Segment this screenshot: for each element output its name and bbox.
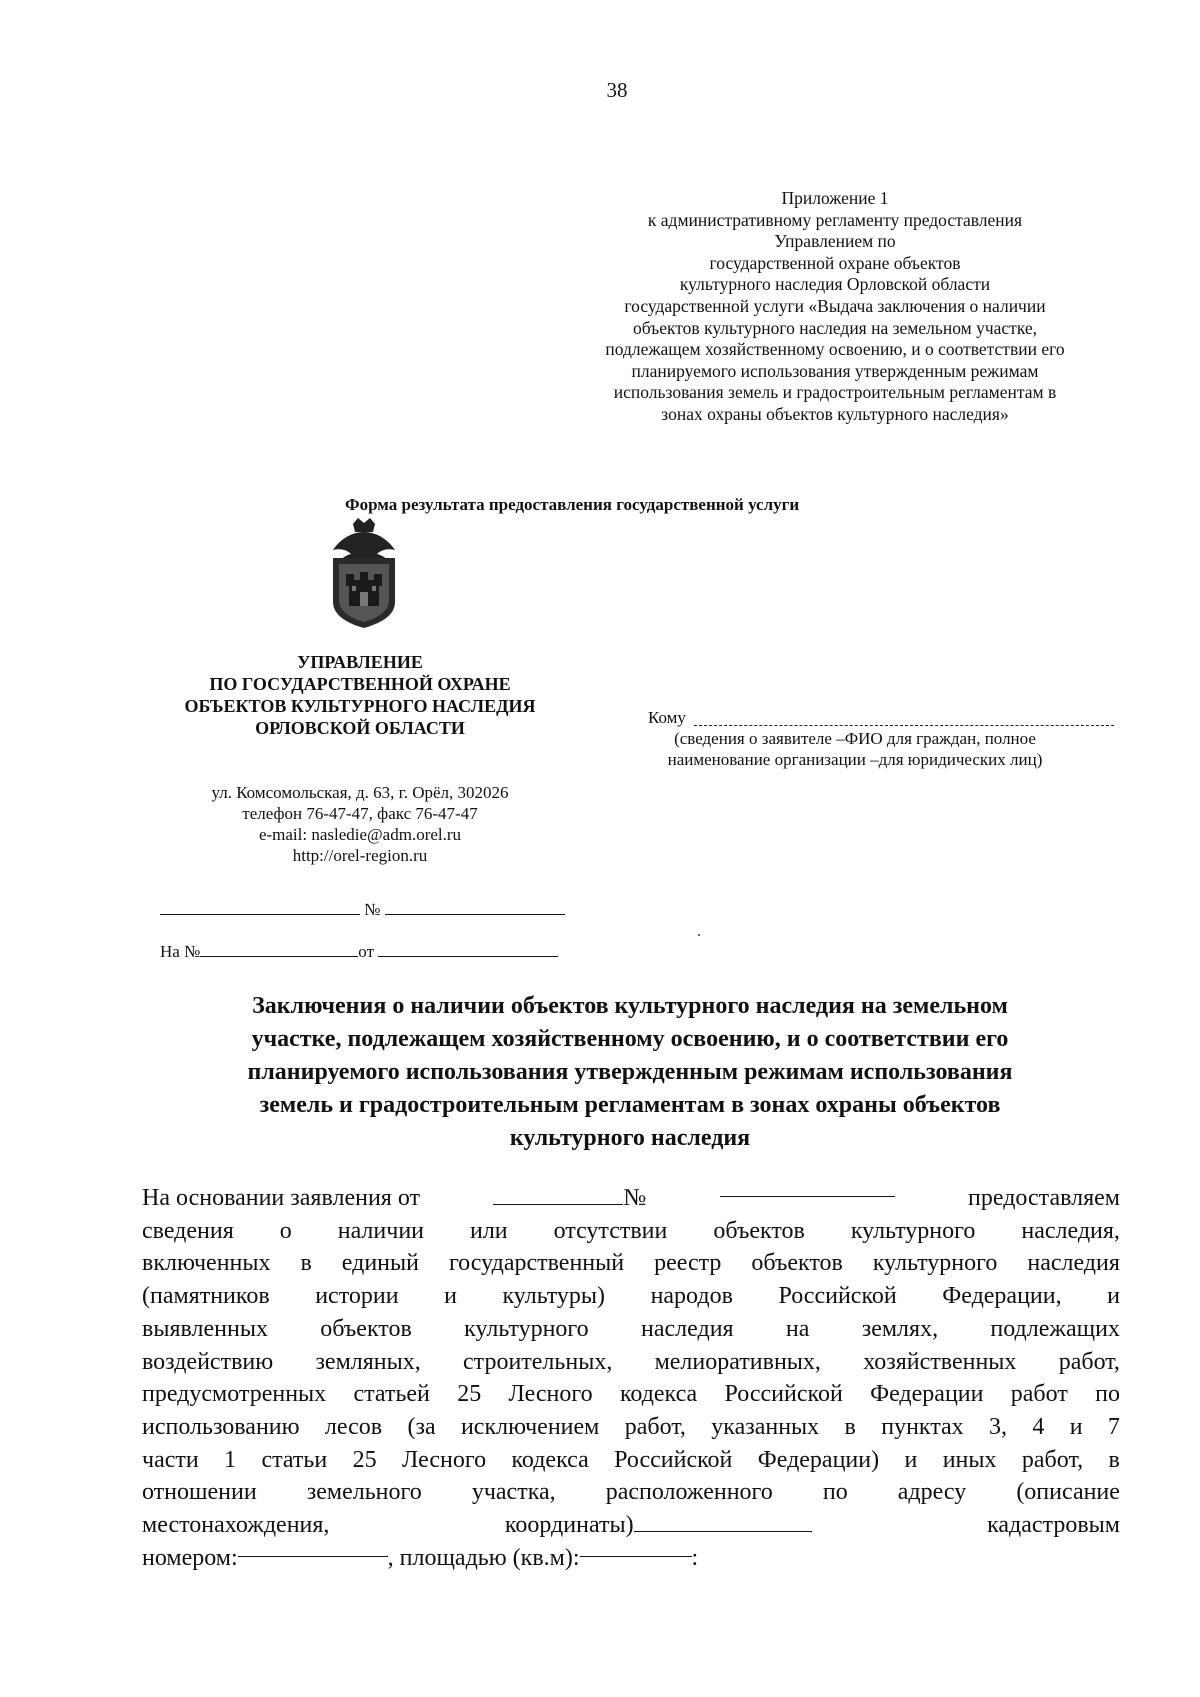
body-word: и — [444, 1283, 457, 1310]
from-label: от — [358, 942, 375, 961]
title-line: земель и градостроительным регламентам в зонах охраны объектов — [259, 1092, 1001, 1118]
form-title: Форма результата предоставления государственной услуги — [345, 495, 800, 514]
body-word: 25 — [352, 1446, 377, 1473]
body-number-label: № — [623, 1185, 647, 1211]
body-word: в — [300, 1250, 312, 1277]
body-word: расположенного — [605, 1479, 773, 1506]
body-line — [142, 1378, 1120, 1411]
appendix-header — [555, 188, 1115, 426]
body-word: кодекса — [511, 1446, 589, 1473]
body-word: исключением — [460, 1413, 600, 1440]
body-line — [142, 1247, 1120, 1280]
agency-line: УПРАВЛЕНИЕ — [297, 652, 423, 672]
body-word: и — [1069, 1413, 1083, 1440]
appendix-line: Управлением по — [774, 231, 896, 252]
agency-contacts — [150, 782, 570, 866]
body-fragment: местонахождения, — [142, 1512, 330, 1539]
agency-line: ПО ГОСУДАРСТВЕННОЙ ОХРАНЕ — [209, 674, 511, 694]
body-word: объектов — [320, 1315, 412, 1342]
body-word: единый — [341, 1250, 419, 1277]
body-word: земельного — [306, 1479, 422, 1506]
body-line — [142, 1346, 1120, 1379]
body-word: 3, — [989, 1413, 1008, 1440]
body-word: 4 — [1032, 1413, 1045, 1440]
body-fragment: : — [691, 1544, 699, 1571]
body-word: отношении — [142, 1479, 257, 1506]
body-word: Российской — [614, 1446, 733, 1473]
title-line: культурного наследия — [509, 1125, 751, 1151]
na-number-label: На № — [160, 942, 201, 961]
date-field[interactable] — [160, 900, 360, 915]
body-word: культурного — [464, 1315, 589, 1342]
body-word: наследия, — [1021, 1217, 1120, 1244]
outgoing-number-line — [160, 900, 565, 920]
recipient-note-line: (сведения о заявителе –ФИО для граждан, полное — [674, 729, 1036, 748]
body-word: на — [785, 1315, 810, 1342]
body-word: объектов — [751, 1250, 843, 1277]
recipient-line — [648, 708, 1114, 728]
appendix-line: к административному регламенту предоставления — [647, 209, 1023, 230]
body-word: выявленных — [142, 1315, 268, 1342]
body-word: сведения — [142, 1217, 234, 1244]
body-word: 1 — [224, 1446, 237, 1473]
agency-name — [150, 651, 570, 739]
body-word: Лесного — [508, 1381, 593, 1408]
body-word: по — [822, 1479, 848, 1506]
appendix-line: подлежащем хозяйственному освоению, и о соответствии его — [605, 339, 1065, 360]
body-word: (памятников — [142, 1283, 270, 1310]
recipient-label: Кому — [648, 708, 686, 727]
reference-number-field[interactable] — [200, 942, 358, 957]
body-word: культурного — [850, 1217, 976, 1244]
body-word: части — [142, 1446, 199, 1473]
body-word: хозяйственных — [863, 1348, 1017, 1375]
body-word: лесов — [324, 1413, 383, 1440]
body-word: народов — [650, 1283, 733, 1310]
body-fragment: номером: — [142, 1544, 238, 1571]
body-word: наследия — [1027, 1250, 1120, 1277]
body-word: (за — [407, 1413, 436, 1440]
body-word: Федерации — [870, 1381, 984, 1408]
body-word: культурного — [872, 1250, 998, 1277]
body-word: Российской — [778, 1283, 897, 1310]
coordinates-field[interactable] — [634, 1517, 812, 1532]
body-line — [142, 1476, 1120, 1509]
body-word: культуры) — [502, 1283, 606, 1310]
body-fragment: координаты) — [504, 1512, 634, 1539]
email: e-mail: nasledie@adm.orel.ru — [258, 825, 462, 844]
recipient-note — [620, 728, 1090, 770]
number-label: № — [364, 900, 381, 919]
body-word: в — [1108, 1446, 1120, 1473]
body-line — [142, 1313, 1120, 1346]
body-word: подлежащих — [990, 1315, 1120, 1342]
body-word: участка, — [471, 1479, 556, 1506]
body-word: земляных, — [315, 1348, 421, 1375]
body-word: или — [469, 1217, 508, 1244]
body-text — [142, 1182, 1120, 1574]
body-word: использованию — [142, 1413, 300, 1440]
body-word: Федерации) — [757, 1446, 880, 1473]
body-fragment: кадастровым — [987, 1512, 1120, 1539]
body-word: (описание — [1016, 1479, 1120, 1506]
body-line — [142, 1411, 1120, 1444]
recipient-note-line: наименование организации –для юридических лиц) — [667, 750, 1043, 769]
body-word: воздействию — [142, 1348, 274, 1375]
body-line — [142, 1280, 1120, 1313]
body-word: 7 — [1107, 1413, 1120, 1440]
body-word: статьи — [261, 1446, 328, 1473]
body-word: статьей — [353, 1381, 430, 1408]
body-word: включенных — [142, 1250, 271, 1277]
body-word: работ, — [624, 1413, 686, 1440]
application-date-field[interactable] — [493, 1190, 623, 1205]
application-number-field[interactable] — [720, 1182, 895, 1197]
body-word: иных — [942, 1446, 997, 1473]
body-line — [142, 1444, 1120, 1477]
recipient-field[interactable] — [694, 713, 1114, 726]
body-word: объектов — [713, 1217, 805, 1244]
body-word: в — [844, 1413, 856, 1440]
body-word: работ, — [1021, 1446, 1084, 1473]
agency-line: ОБЪЕКТОВ КУЛЬТУРНОГО НАСЛЕДИЯ — [184, 696, 536, 716]
scan-speck — [698, 934, 700, 936]
title-line: планируемого использования утвержденным режимам использования — [247, 1059, 1013, 1085]
title-line: Заключения о наличии объектов культурного наследия на земельном — [252, 993, 1008, 1019]
body-word: и — [1107, 1283, 1120, 1310]
body-word: о — [279, 1217, 292, 1244]
title-line: участке, подлежащем хозяйственному освоению, и о соответствии его — [251, 1026, 1009, 1052]
body-word: мелиоративных, — [654, 1348, 821, 1375]
reference-line — [160, 942, 558, 962]
body-fragment: предоставляем — [968, 1185, 1120, 1211]
body-word: предусмотренных — [142, 1381, 327, 1408]
body-fragment: На основании заявления от — [142, 1185, 420, 1211]
body-word: и — [904, 1446, 918, 1473]
body-line — [142, 1509, 1120, 1542]
area-field[interactable] — [580, 1542, 692, 1557]
body-word: Лесного — [401, 1446, 487, 1473]
page-number: 38 — [606, 78, 628, 102]
body-word: реестр — [654, 1250, 722, 1277]
cadastral-number-field[interactable] — [238, 1542, 388, 1557]
body-line — [142, 1182, 1120, 1215]
appendix-line: объектов культурного наследия на земельном участке, — [632, 317, 1038, 338]
document-title — [130, 990, 1130, 1155]
body-word: кодекса — [619, 1381, 698, 1408]
address: ул. Комсомольская, д. 63, г. Орёл, 302026 — [211, 783, 509, 802]
body-word: работ — [1010, 1381, 1068, 1408]
body-word: по — [1095, 1381, 1120, 1408]
body-word: адресу — [897, 1479, 967, 1506]
reference-date-field[interactable] — [378, 942, 558, 957]
appendix-line: планируемого использования утвержденным режимам — [631, 360, 1039, 381]
body-word: Российской — [724, 1381, 843, 1408]
agency-line: ОРЛОВСКОЙ ОБЛАСТИ — [255, 718, 465, 738]
body-word: Федерации, — [942, 1283, 1062, 1310]
body-word: работ, — [1058, 1348, 1120, 1375]
body-word: государственный — [448, 1250, 625, 1277]
website: http://orel-region.ru — [292, 846, 428, 865]
body-line — [142, 1215, 1120, 1248]
appendix-line: культурного наследия Орловской области — [679, 274, 991, 295]
body-line — [142, 1542, 1120, 1575]
appendix-line: государственной услуги «Выдача заключения о наличии — [624, 295, 1046, 316]
appendix-line: использования земель и градостроительным регламентам в — [613, 382, 1057, 403]
appendix-line: зонах охраны объектов культурного наследия» — [661, 403, 1009, 424]
body-word: отсутствии — [553, 1217, 668, 1244]
appendix-line: Приложение 1 — [781, 188, 889, 208]
body-word: пунктах — [881, 1413, 964, 1440]
body-word: наличии — [337, 1217, 425, 1244]
coat-of-arms-icon — [323, 518, 405, 628]
body-word: 25 — [457, 1381, 482, 1408]
appendix-line: государственной охране объектов — [709, 252, 961, 273]
phone: телефон 76-47-47, факс 76-47-47 — [242, 804, 478, 823]
body-word: наследия — [641, 1315, 734, 1342]
body-word: истории — [315, 1283, 399, 1310]
body-fragment: , площадью (кв.м): — [387, 1544, 580, 1571]
body-word: землях, — [861, 1315, 939, 1342]
number-field[interactable] — [385, 900, 565, 915]
body-word: указанных — [711, 1413, 820, 1440]
body-word: строительных, — [463, 1348, 613, 1375]
